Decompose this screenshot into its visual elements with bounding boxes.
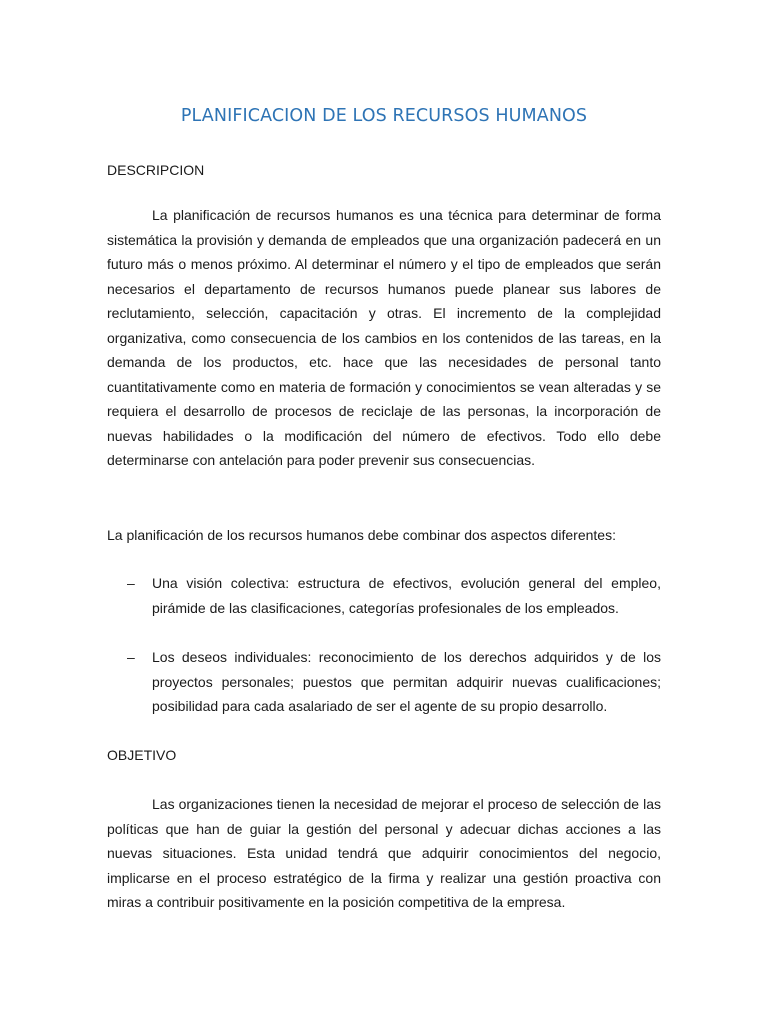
paragraph-objetivo: Las organizaciones tienen la necesidad de mejorar el proceso de selección de las políticas que han de guiar la gestión del personal y adecuar dichas acciones a las nuevas situaciones. Esta unidad tendrá que adquirir conocimientos del negocio, implicarse en el proceso estratégico de la firma y realizar una gestión proactiva con miras a contribuir positivamente en la posición competitiva de la empresa. xyxy=(107,796,661,910)
paragraph-descripcion: La planificación de recursos humanos es una técnica para determinar de forma sistemática la provisión y demanda de empleados que una organización padecerá en un futuro más o menos próximo. Al determinar el número y el tipo de empleados que serán necesarios el departamento de recursos humanos puede planear sus labores de reclutamiento, selección, capacitación y otras. El incremento de la complejidad organizativa, como consecuencia de los cambios en los contenidos de las tareas, en la demanda de los productos, etc. hace que las necesidades de personal tanto cuantitativamente como en materia de formación y conocimientos se vean alteradas y se requiera el desarrollo de procesos de reciclaje de las personas, la incorporación de nuevas habilidades o la modificación del número de efectivos. Todo ello debe determinarse con antelación para poder prevenir sus consecuencias. xyxy=(107,207,661,468)
bullet-text: Una visión colectiva: estructura de efectivos, evolución general del empleo, pirámide de las clasificaciones, categorías profesionales de los empleados. xyxy=(152,575,661,616)
section-heading-objetivo: OBJETIVO xyxy=(107,747,177,763)
bullet-marker: – xyxy=(127,575,135,591)
bullet-marker: – xyxy=(127,649,135,665)
document-title: PLANIFICACION DE LOS RECURSOS HUMANOS xyxy=(180,106,588,126)
paragraph-aspectos: La planificación de los recursos humanos debe combinar dos aspectos diferentes: xyxy=(107,527,616,543)
list-item xyxy=(107,645,661,719)
bullet-text: Los deseos individuales: reconocimiento de los derechos adquiridos y de los proyectos personales; puestos que permitan adquirir nuevas cualificaciones; posibilidad para cada asalariado de ser el agente de su propio desarrollo. xyxy=(152,649,661,714)
list-item xyxy=(107,571,661,620)
section-heading-descripcion: DESCRIPCION xyxy=(107,162,205,178)
